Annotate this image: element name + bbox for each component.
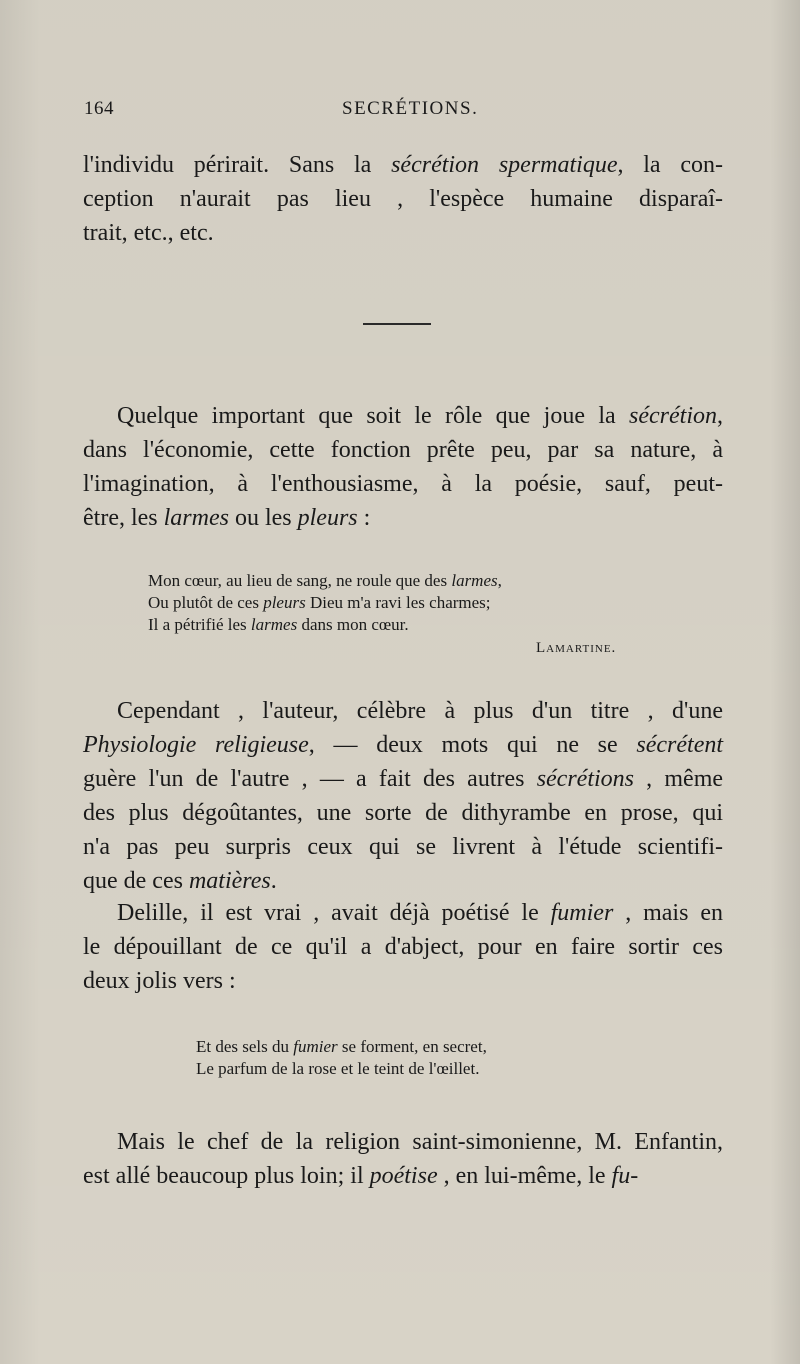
text-line: deux jolis vers : (83, 968, 236, 994)
text-line: l'imagination, à l'enthousiasme, à la poésie, sauf, peut- (83, 471, 723, 497)
text-run: , — deux mots qui ne se (308, 732, 637, 758)
italic-run: poétise (369, 1163, 438, 1189)
text-line (83, 864, 723, 898)
text-run: l'individu périrait. Sans la (83, 152, 392, 178)
text-run: ou les (228, 505, 298, 531)
paragraph-5 (83, 1125, 723, 1193)
text-run: , mais en (613, 900, 723, 926)
italic-run: larmes (163, 505, 229, 531)
italic-run: pleurs (297, 505, 358, 531)
italic-run: pleurs (263, 593, 306, 612)
verse-line (196, 1036, 736, 1058)
verse-quote-2 (196, 1036, 736, 1080)
text-run: , (497, 571, 502, 590)
italic-run: sécrétion (629, 403, 717, 429)
text-line: ception n'aurait pas lieu , l'espèce humaine disparaî- (83, 186, 723, 212)
paragraph-2 (83, 399, 723, 535)
text-run: , (717, 403, 723, 429)
text-run: dans mon cœur. (297, 615, 409, 634)
text-run: être, les (83, 505, 164, 531)
italic-run: sécrétent (636, 732, 724, 758)
text-run: , la con- (617, 152, 724, 178)
text-line: trait, etc., etc. (83, 220, 214, 246)
section-divider (363, 323, 431, 325)
text-run: que de ces (83, 868, 189, 894)
paragraph-1 (83, 148, 723, 250)
verse-attribution: Lamartine. (536, 640, 617, 656)
running-head (84, 98, 724, 128)
text-line (83, 501, 723, 535)
text-run: Et des sels du (196, 1037, 294, 1056)
text-run: Delille, il est vrai , avait déjà poétisé le (117, 900, 551, 926)
italic-run: matières (188, 868, 271, 894)
verse-line (148, 592, 688, 614)
italic-run: fumier (293, 1037, 338, 1056)
text-run: , même (634, 766, 724, 792)
italic-run: fu- (611, 1163, 639, 1189)
text-run: est allé beaucoup plus loin; il (83, 1163, 370, 1189)
text-run: Quelque important que soit le rôle que joue la (117, 403, 630, 429)
text-run: , en lui-même, le (437, 1163, 612, 1189)
text-run: . (270, 868, 277, 894)
text-run: : (357, 505, 371, 531)
italic-run: sécrétions (536, 766, 634, 792)
text-line: dans l'économie, cette fonction prête peu, par sa nature, à (83, 437, 723, 463)
text-run: Il a pétrifié les (148, 615, 251, 634)
text-run: Dieu m'a ravi les charmes; (305, 593, 491, 612)
text-line (83, 896, 723, 930)
italic-run: Physiologie religieuse (83, 732, 309, 758)
italic-run: sécrétion spermatique (391, 152, 618, 178)
text-line (83, 1159, 723, 1193)
italic-run: larmes (451, 571, 498, 590)
verse-quote-1 (148, 570, 688, 636)
text-line (83, 762, 723, 796)
verse-line (148, 614, 688, 636)
italic-run: larmes (250, 615, 298, 634)
italic-run: fumier (550, 900, 614, 926)
page-number: 164 (84, 98, 114, 119)
verse-line: Le parfum de la rose et le teint de l'œillet. (196, 1059, 480, 1078)
text-line: n'a pas peu surpris ceux qui se livrent à l'étude scientifi- (83, 834, 723, 860)
text-line: Mais le chef de la religion saint-simonienne, M. Enfantin, (117, 1129, 723, 1155)
text-line (83, 148, 723, 182)
text-run: se forment, en secret, (337, 1037, 487, 1056)
text-line: des plus dégoûtantes, une sorte de dithyrambe en prose, qui (83, 800, 723, 826)
paragraph-3 (83, 694, 723, 898)
text-line (83, 728, 723, 762)
text-run: guère l'un de l'autre , — a fait des autres (83, 766, 537, 792)
text-run: Mon cœur, au lieu de sang, ne roule que des (148, 571, 452, 590)
paragraph-4 (83, 896, 723, 998)
text-line: le dépouillant de ce qu'il a d'abject, pour en faire sortir ces (83, 934, 723, 960)
text-line (83, 399, 723, 433)
text-run: Ou plutôt de ces (148, 593, 264, 612)
running-title: SECRÉTIONS. (342, 98, 479, 119)
verse-line (148, 570, 688, 592)
text-line: Cependant , l'auteur, célèbre à plus d'un titre , d'une (117, 698, 723, 724)
